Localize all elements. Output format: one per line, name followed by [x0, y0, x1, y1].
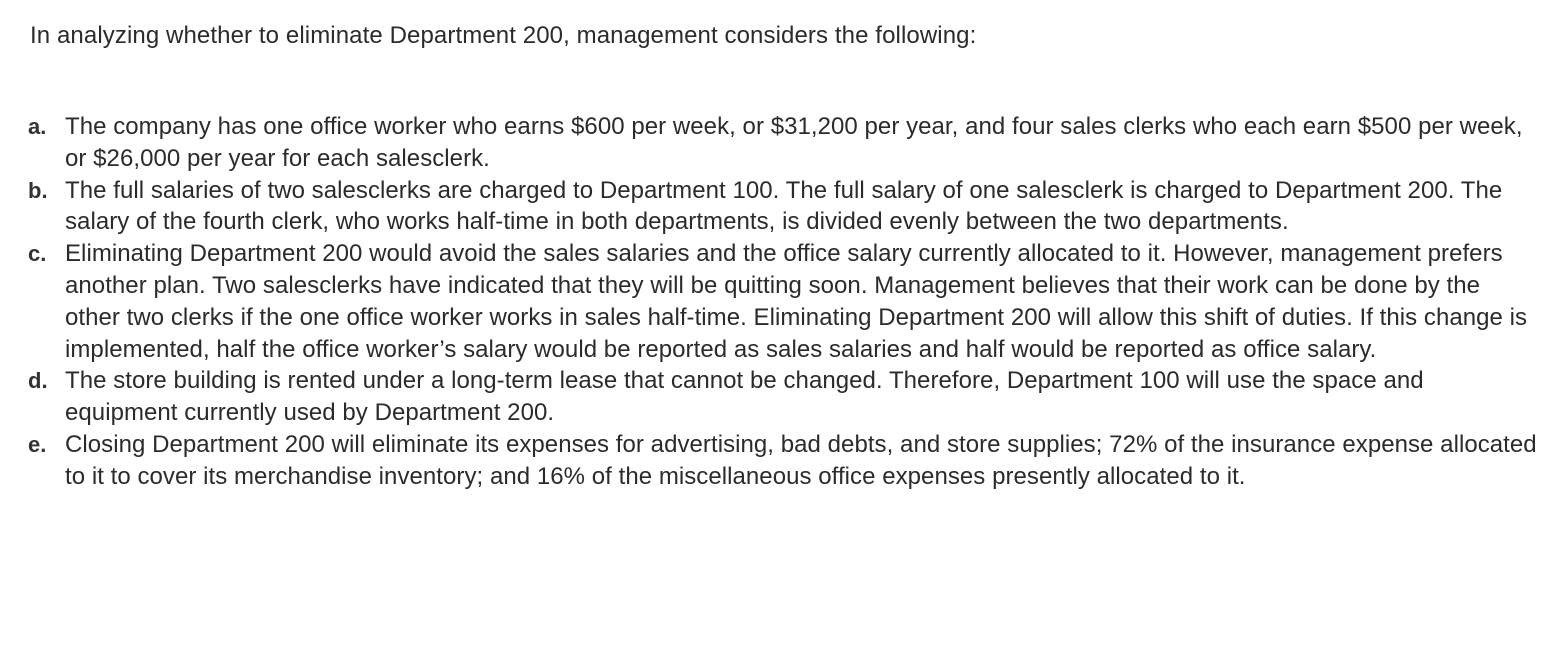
list-item-text: The full salaries of two salesclerks are charged to Department 100. The full salary of one salesclerk is charged to Department 200. The salary of the fourth clerk, who works half-time in both departments, is divided evenly between the two departments.: [65, 176, 1503, 236]
list-item-e: [28, 429, 1538, 493]
list-item-text: Eliminating Department 200 would avoid the sales salaries and the office salary currently allocated to it. However, management prefers another plan. Two salesclerks have indicated that they will be quitting soon. Management believes that their work can be done by the other two clerks if the one office worker works in sales half-time. Eliminating Department 200 will allow this shift of duties. If this change is implemented, half the office worker’s salary would be reported as sales salaries and half would be reported as office salary.: [65, 240, 1528, 363]
list-item-b: [28, 175, 1538, 239]
list-item-text: The store building is rented under a long-term lease that cannot be changed. Therefore, Department 100 will use the space and equipment currently used by Department 200.: [65, 367, 1424, 427]
list-marker: a.: [28, 114, 47, 139]
list-item-text: The company has one office worker who earns $600 per week, or $31,200 per year, and four sales clerks who each earn $500 per week, or $26,000 per year for each salesclerk.: [65, 113, 1523, 172]
intro-paragraph: In analyzing whether to eliminate Department 200, management considers the following:: [30, 22, 977, 49]
list-item-text: Closing Department 200 will eliminate its expenses for advertising, bad debts, and store supplies; 72% of the insurance expense allocated to it to cover its merchandise inventory; and 16% of the miscellaneous office expenses presently allocated to it.: [65, 430, 1537, 490]
list-marker: c.: [28, 241, 47, 267]
considerations-list: [28, 111, 1538, 493]
list-item-d: [28, 365, 1538, 429]
list-item-c: [28, 238, 1538, 365]
list-marker: d.: [28, 368, 48, 394]
list-item-a: [28, 111, 1538, 175]
list-marker: e.: [28, 431, 47, 457]
list-marker: b.: [28, 177, 48, 203]
